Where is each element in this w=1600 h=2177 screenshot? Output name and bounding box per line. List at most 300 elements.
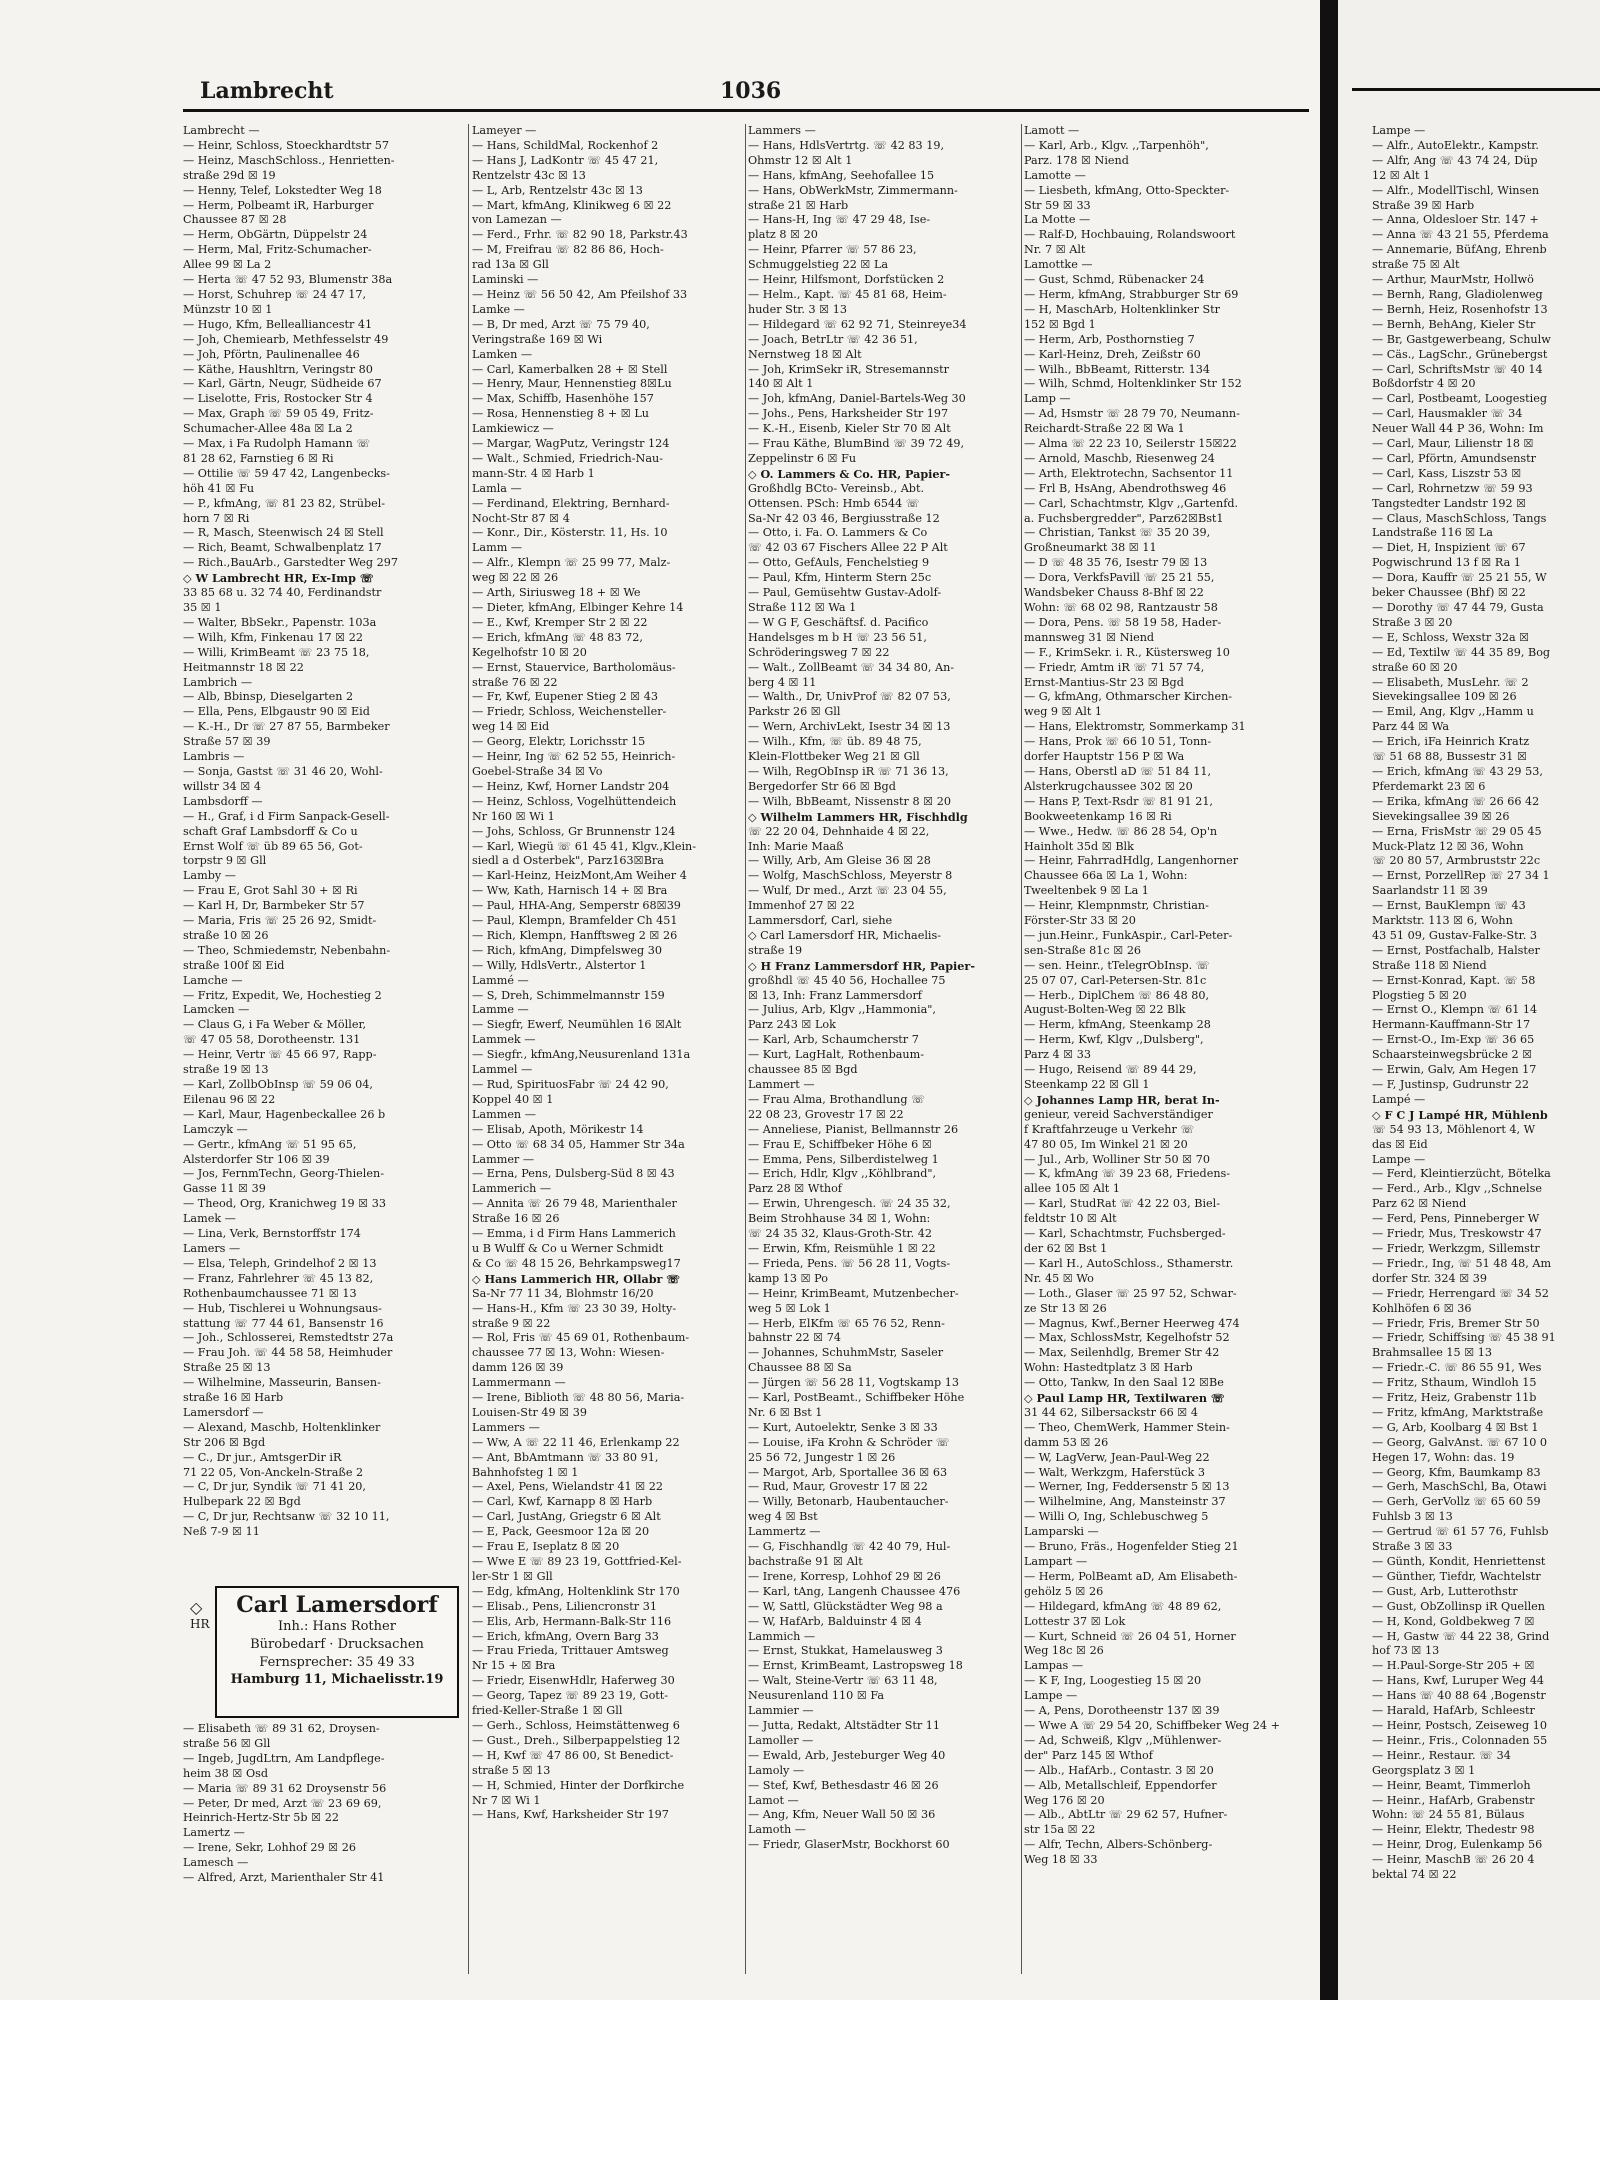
surname-heading: Lamotte —: [1024, 168, 1086, 182]
directory-entry: Hainholt 35d ☒ Blk: [1024, 839, 1134, 853]
directory-entry: — Herm, kfmAng, Strabburger Str 69: [1024, 287, 1239, 301]
directory-entry: — Ad, Hsmstr ☏ 28 79 70, Neumann-: [1024, 407, 1240, 421]
directory-entry: — Erna, Pens, Dulsberg-Süd 8 ☒ 43: [472, 1167, 675, 1181]
directory-entry: — Gerh., Schloss, Heimstättenweg 6: [472, 1718, 680, 1732]
directory-entry: Schröderingsweg 7 ☒ 22: [748, 645, 890, 659]
directory-entry: — Wwe., Hedw. ☏ 86 28 54, Op'n: [1024, 824, 1218, 838]
directory-entry: hof 73 ☒ 13: [1372, 1644, 1440, 1658]
directory-entry: — H, Kond, Goldbekweg 7 ☒: [1372, 1614, 1535, 1628]
directory-entry: Allee 99 ☒ La 2: [183, 258, 272, 272]
directory-entry: — Harald, HafArb, Schleestr: [1372, 1704, 1535, 1718]
directory-entry: — Walth., Dr, UnivProf ☏ 82 07 53,: [748, 690, 951, 704]
directory-entry: — Anna ☏ 43 21 55, Pferdema: [1372, 228, 1549, 242]
directory-entry: — Hans, Prok ☏ 66 10 51, Tonn-: [1024, 735, 1212, 749]
directory-entry: — Claus, MaschSchloss, Tangs: [1372, 511, 1547, 525]
directory-entry: — Carl, Hausmakler ☏ 34: [1372, 407, 1523, 421]
directory-entry: — Carl, Kass, Liszstr 53 ☒: [1372, 466, 1522, 480]
directory-entry: dorfer Str. 324 ☒ 39: [1372, 1271, 1488, 1285]
directory-entry: — Gust, Arb, Lutterothstr: [1372, 1584, 1518, 1598]
column-1-continued: [183, 1722, 430, 1972]
directory-entry: — Wwe E ☏ 89 23 19, Gottfried-Kel-: [472, 1555, 682, 1568]
directory-entry: — Ernst-Konrad, Kapt. ☏ 58: [1372, 973, 1536, 987]
directory-entry: — C., Dr jur., AmtsgerDir iR: [183, 1450, 342, 1464]
directory-entry: Heitmannstr 18 ☒ 22: [183, 660, 304, 674]
directory-entry: — Ad, Schweiß, Klgv ,,Mühlenwer-: [1024, 1733, 1222, 1747]
directory-entry: — Hans, Kwf, Harksheider Str 197: [472, 1808, 669, 1822]
directory-entry: — Elisabeth, MusLehr. ☏ 2: [1372, 675, 1529, 689]
directory-entry: — Heinz ☏ 56 50 42, Am Pfeilshof 33: [472, 287, 688, 301]
directory-entry: gehölz 5 ☒ 26: [1024, 1584, 1104, 1598]
surname-heading: Lamoller —: [748, 1733, 814, 1747]
directory-entry: Straße 25 ☒ 13: [183, 1361, 271, 1375]
directory-entry: — Walt., ZollBeamt ☏ 34 34 80, An-: [748, 660, 955, 674]
directory-entry: — Karl-Heinz, Dreh, Zeißstr 60: [1024, 347, 1201, 361]
directory-entry: — Willy, Arb, Am Gleise 36 ☒ 28: [748, 854, 931, 868]
directory-entry: — Horst, Schuhrep ☏ 24 47 17,: [183, 287, 367, 301]
surname-heading: Lamott —: [1024, 124, 1080, 137]
directory-entry: — Hans, ObWerkMstr, Zimmermann-: [748, 183, 958, 197]
directory-entry: — Friedr, Fris, Bremer Str 50: [1372, 1316, 1540, 1330]
directory-entry: — E, Pack, Geesmoor 12a ☒ 20: [472, 1525, 650, 1539]
directory-entry: Nr 7 ☒ Wi 1: [472, 1793, 541, 1807]
directory-entry: — Heinr, Hilfsmont, Dorfstücken 2: [748, 273, 945, 287]
directory-entry: 152 ☒ Bgd 1: [1024, 317, 1096, 331]
surname-heading: Lamken —: [472, 347, 533, 361]
directory-entry: — Ferd., Arb., Klgv ,,Schnelse: [1372, 1182, 1542, 1196]
directory-entry: — W G F, Geschäftsf. d. Pacifico: [748, 615, 929, 629]
directory-entry: Klein-Flottbeker Weg 21 ☒ Gll: [748, 750, 920, 764]
directory-entry: — Margot, Arb, Sportallee 36 ☒ 63: [748, 1465, 948, 1479]
directory-entry: großhdl ☏ 45 40 56, Hochallee 75: [748, 973, 946, 987]
directory-entry: — Emma, i d Firm Hans Lammerich: [472, 1227, 676, 1241]
surname-heading: Lamkiewicz —: [472, 422, 554, 436]
directory-entry: — Karl H, Dr, Barmbeker Str 57: [183, 899, 365, 913]
directory-entry: — Konr., Dir., Kösterstr. 11, Hs. 10: [472, 526, 668, 540]
directory-entry: — Wwe A ☏ 29 54 20, Schiffbeker Weg 24 +: [1024, 1718, 1280, 1732]
directory-entry: — G, kfmAng, Othmarscher Kirchen-: [1024, 690, 1233, 704]
directory-entry: ze Str 13 ☒ 26: [1024, 1301, 1107, 1315]
directory-entry: Schmuggelstieg 22 ☒ La: [748, 258, 889, 272]
directory-entry: Parz 243 ☒ Lok: [748, 1018, 836, 1032]
directory-entry: Brahmsallee 15 ☒ 13: [1372, 1346, 1493, 1360]
directory-entry: — Edg, kfmAng, Holtenklink Str 170: [472, 1584, 680, 1598]
directory-entry: — Fritz, kfmAng, Marktstraße: [1372, 1405, 1544, 1419]
directory-entry: — H.Paul-Sorge-Str 205 + ☒: [1372, 1659, 1535, 1673]
directory-entry: Parz 4 ☒ 33: [1024, 1048, 1091, 1062]
directory-entry: Nr 15 + ☒ Bra: [472, 1659, 556, 1673]
surname-heading: von Lamezan —: [472, 213, 562, 227]
directory-entry: Neß 7-9 ☒ 11: [183, 1525, 260, 1539]
directory-entry: — Ernst, Stauervice, Bartholomäus-: [472, 660, 676, 674]
directory-entry: Chaussee 66a ☒ La 1, Wohn:: [1024, 869, 1188, 883]
surname-heading: Lamot —: [748, 1793, 799, 1807]
directory-entry: — Karl-Heinz, HeizMont,Am Weiher 4: [472, 869, 687, 883]
directory-entry: — Hildegard, kfmAng ☏ 48 89 62,: [1024, 1599, 1222, 1613]
directory-entry: — Carl, Kamerbalken 28 + ☒ Stell: [472, 362, 668, 376]
directory-entry: Straße 112 ☒ Wa 1: [748, 601, 857, 614]
directory-entry: — Hans, Elektromstr, Sommerkamp 31: [1024, 720, 1246, 734]
directory-entry: Wohn: ☏ 68 02 98, Rantzaustr 58: [1024, 601, 1218, 614]
column-3: [748, 124, 1020, 1976]
directory-entry: Handelsges m b H ☏ 23 56 51,: [748, 630, 927, 644]
directory-entry: — Arth, Siriusweg 18 + ☒ We: [472, 586, 641, 600]
directory-entry: — Gust, Schmd, Rübenacker 24: [1024, 273, 1205, 287]
page-header: [200, 78, 1300, 108]
directory-entry: — Friedr, Schiffsing ☏ 45 38 91: [1372, 1331, 1556, 1345]
directory-entry: — Rosa, Hennenstieg 8 + ☒ Lu: [472, 407, 650, 421]
directory-entry: — Heinr, Elektr, Thedestr 98: [1372, 1823, 1535, 1837]
directory-entry: — Bernh, BehAng, Kieler Str: [1372, 317, 1536, 331]
directory-entry: Wohn: Hastedtplatz 3 ☒ Harb: [1024, 1361, 1193, 1375]
directory-entry: 31 44 62, Silbersackstr 66 ☒ 4: [1024, 1405, 1198, 1419]
directory-entry: — Karl, StudRat ☏ 42 22 03, Biel-: [1024, 1197, 1220, 1211]
directory-entry: — Willi, KrimBeamt ☏ 23 75 18,: [183, 645, 370, 659]
directory-entry: — Heinr, Klempnmstr, Christian-: [1024, 899, 1209, 913]
directory-entry: weg 9 ☒ Alt 1: [1024, 705, 1103, 719]
directory-entry: heim 38 ☒ Osd: [183, 1766, 269, 1780]
directory-entry: — Ww, A ☏ 22 11 46, Erlenkamp 22: [472, 1435, 680, 1449]
directory-entry: — Hildegard ☏ 62 92 71, Steinreye34: [748, 317, 967, 331]
directory-entry: — Wilhelmine, Ang, Mansteinstr 37: [1024, 1495, 1226, 1509]
directory-entry: Rothenbaumchaussee 71 ☒ 13: [183, 1286, 357, 1300]
directory-entry: str 15a ☒ 22: [1024, 1823, 1096, 1837]
directory-entry: — Carl, Pförtn, Amundsenstr: [1372, 451, 1536, 465]
directory-entry: — Erich, kfmAng ☏ 43 29 53,: [1372, 764, 1543, 778]
directory-entry: — Wilh, Schmd, Holtenklinker Str 152: [1024, 377, 1242, 391]
directory-entry: — Günther, Tiefdr, Wachtelstr: [1372, 1569, 1541, 1583]
directory-entry: Weg 18 ☒ 33: [1024, 1853, 1098, 1867]
directory-entry: — Ernst, Stukkat, Hamelausweg 3: [748, 1644, 943, 1658]
directory-entry: — Frau E, Schiffbeker Höhe 6 ☒: [748, 1137, 932, 1151]
directory-entry: — Joh, Chemiearb, Methfesselstr 49: [183, 332, 389, 346]
directory-entry: ☏ 47 05 58, Dorotheenstr. 131: [183, 1033, 361, 1047]
directory-entry: — Friedr, Herrengard ☏ 34 52: [1372, 1286, 1549, 1300]
directory-entry: Saarlandstr 11 ☒ 39: [1372, 884, 1488, 898]
directory-entry: — Ferdinand, Elektring, Bernhard-: [472, 496, 670, 510]
directory-entry: Nocht-Str 87 ☒ 4: [472, 511, 570, 525]
directory-entry: bektal 74 ☒ 22: [1372, 1868, 1457, 1882]
directory-entry: u B Wulff & Co u Werner Schmidt: [472, 1241, 664, 1255]
directory-entry: — Friedr., Ing, ☏ 51 48 48, Am: [1372, 1256, 1552, 1270]
directory-entry: — Heinr, MaschB ☏ 26 20 4: [1372, 1853, 1535, 1867]
directory-entry: Hegen 17, Wohn: das. 19: [1372, 1450, 1515, 1464]
directory-entry: — Hans P, Text-Rsdr ☏ 81 91 21,: [1024, 794, 1213, 808]
directory-entry: — Julius, Arb, Klgv ,,Hammonia",: [748, 1003, 936, 1017]
directory-entry: — Herm, Polbeamt iR, Harburger: [183, 198, 374, 212]
directory-entry: — Ottilie ☏ 59 47 42, Langenbecks-: [183, 466, 390, 480]
directory-entry: — H, Kwf ☏ 47 86 00, St Benedict-: [472, 1748, 674, 1762]
surname-heading: Lamm —: [472, 541, 523, 555]
directory-entry: — Günth, Kondit, Henriettenst: [1372, 1555, 1546, 1568]
directory-entry: — Peter, Dr med, Arzt ☏ 23 69 69,: [183, 1796, 382, 1810]
directory-entry: — jun.Heinr., FunkAspir., Carl-Peter-: [1024, 928, 1233, 942]
directory-entry: — Wolfg, MaschSchloss, Meyerstr 8: [748, 869, 953, 883]
directory-entry: — Theod, Org, Kranichweg 19 ☒ 33: [183, 1197, 386, 1211]
directory-entry: — Sonja, Gastst ☏ 31 46 20, Wohl-: [183, 764, 383, 778]
directory-entry: — Maria, Fris ☏ 25 26 92, Smidt-: [183, 914, 377, 928]
directory-entry: — Gerh, MaschSchl, Ba, Otawi: [1372, 1480, 1547, 1494]
directory-entry: straße 75 ☒ Alt: [1372, 258, 1460, 272]
directory-entry: Parz 28 ☒ Wthof: [748, 1182, 842, 1196]
directory-entry: August-Bolten-Weg ☒ 22 Blk: [1024, 1003, 1186, 1017]
ad-line-1: Bürobedarf · Drucksachen: [250, 1637, 424, 1652]
directory-entry: — Gertrud ☏ 61 57 76, Fuhlsb: [1372, 1525, 1549, 1539]
directory-entry: — Jürgen ☏ 56 28 11, Vogtskamp 13: [748, 1376, 959, 1390]
directory-entry: — Ralf-D, Hochbauing, Rolandswoort: [1024, 228, 1236, 242]
surname-heading: Lambrecht —: [183, 124, 260, 137]
directory-entry: — Siegfr., kfmAng,Neusurenland 131a: [472, 1048, 691, 1062]
directory-entry: — Heinr., HafArb, Grabenstr: [1372, 1793, 1535, 1807]
directory-entry: — Joh, kfmAng, Daniel-Bartels-Weg 30: [748, 392, 966, 406]
directory-entry: ☏ 20 80 57, Armbruststr 22c: [1372, 854, 1541, 868]
directory-entry: — H., Graf, i d Firm Sanpack-Gesell-: [183, 809, 390, 823]
directory-entry: — Walt., Schmied, Friedrich-Nau-: [472, 451, 663, 465]
directory-entry: — Frau Alma, Brothandlung ☏: [748, 1092, 926, 1106]
directory-entry: straße 60 ☒ 20: [1372, 660, 1458, 674]
surname-heading: Lampart —: [1024, 1555, 1088, 1568]
directory-entry: ◇ W Lambrecht HR, Ex-Imp ☏: [183, 571, 374, 586]
directory-entry: — Heinr, Ing ☏ 62 52 55, Heinrich-: [472, 750, 676, 764]
directory-entry: Rentzelstr 43c ☒ 13: [472, 168, 586, 182]
directory-entry: — Joach, BetrLtr ☏ 42 36 51,: [748, 332, 918, 346]
directory-entry: — Emma, Pens, Silberdistelweg 1: [748, 1152, 939, 1166]
directory-entry: Straße 57 ☒ 39: [183, 735, 271, 749]
directory-entry: Kohlhöfen 6 ☒ 36: [1372, 1301, 1472, 1315]
directory-entry: — Max, Schiffb, Hasenhöhe 157: [472, 392, 654, 406]
directory-entry: Chaussee 88 ☒ Sa: [748, 1361, 852, 1375]
directory-entry: — Max, SchlossMstr, Kegelhofstr 52: [1024, 1331, 1230, 1345]
directory-entry: Nr 160 ☒ Wi 1: [472, 809, 555, 823]
surname-heading: Lamoly —: [748, 1763, 805, 1777]
directory-entry: Bookweetenkamp 16 ☒ Ri: [1024, 809, 1172, 823]
directory-entry: straße 19 ☒ 13: [183, 1063, 269, 1077]
directory-entry: damm 53 ☒ 26: [1024, 1435, 1109, 1449]
directory-entry: — C, Dr jur, Syndik ☏ 71 41 20,: [183, 1480, 366, 1494]
directory-entry: straße 9 ☒ 22: [472, 1316, 551, 1330]
directory-entry: horn 7 ☒ Ri: [183, 511, 250, 525]
directory-entry: weg 14 ☒ Eid: [472, 720, 550, 734]
directory-entry: — Walter, BbSekr., Papenstr. 103a: [183, 615, 377, 629]
directory-entry: Alsterkrugchaussee 302 ☒ 20: [1024, 779, 1193, 793]
directory-entry: f Kraftfahrzeuge u Verkehr ☏: [1024, 1122, 1195, 1136]
directory-entry: Straße 39 ☒ Harb: [1372, 198, 1475, 212]
surname-heading: Lamczyk —: [183, 1122, 248, 1136]
directory-entry: Alsterdorfer Str 106 ☒ 39: [183, 1152, 330, 1166]
surname-heading: Lammertz —: [748, 1525, 821, 1539]
directory-entry: Sievekingsallee 109 ☒ 26: [1372, 690, 1517, 704]
directory-entry: — Elis, Arb, Hermann-Balk-Str 116: [472, 1614, 672, 1628]
directory-entry: — Max, Seilenhdlg, Bremer Str 42: [1024, 1346, 1220, 1360]
directory-entry: — Jutta, Redakt, Altstädter Str 11: [748, 1718, 941, 1732]
directory-entry: Ottensen. PSch: Hmb 6544 ☏: [748, 496, 920, 510]
directory-entry: straße 16 ☒ Harb: [183, 1391, 284, 1405]
directory-entry: — Erwin, Uhrengesch. ☏ 24 35 32,: [748, 1197, 951, 1211]
directory-entry: — Heinz, Kwf, Horner Landstr 204: [472, 779, 670, 793]
directory-entry: — Alb., HafArb., Contastr. 3 ☒ 20: [1024, 1763, 1214, 1777]
directory-entry: — Herm, kfmAng, Steenkamp 28: [1024, 1018, 1211, 1032]
directory-entry: — Lina, Verk, Bernstorffstr 174: [183, 1227, 361, 1241]
directory-entry: — Bernh, Heiz, Rosenhofstr 13: [1372, 302, 1548, 316]
directory-entry: — Heinr, Schloss, Stoeckhardtstr 57: [183, 138, 389, 152]
surname-heading: Lamcken —: [183, 1003, 250, 1017]
directory-entry: — Theo, ChemWerk, Hammer Stein-: [1024, 1420, 1230, 1434]
directory-entry: — Alma ☏ 22 23 10, Seilerstr 15☒22: [1024, 437, 1237, 451]
directory-entry: — Ferd., Frhr. ☏ 82 90 18, Parkstr.43: [472, 228, 688, 242]
directory-entry: — Heinr., Restaur. ☏ 34: [1372, 1748, 1511, 1762]
directory-entry: — Dorothy ☏ 47 44 79, Gusta: [1372, 601, 1544, 614]
directory-entry: — Herm, Kwf, Klgv ,,Dulsberg",: [1024, 1033, 1204, 1047]
directory-entry: — Franz, Fahrlehrer ☏ 45 13 82,: [183, 1271, 374, 1285]
directory-entry: — B, Dr med, Arzt ☏ 75 79 40,: [472, 317, 650, 331]
directory-entry: — Willi O, Ing, Schlebuschweg 5: [1024, 1510, 1209, 1524]
directory-entry: Inh: Marie Maaß: [748, 839, 844, 853]
directory-entry: Hulbepark 22 ☒ Bgd: [183, 1495, 301, 1509]
directory-entry: — Hans, Oberstl aD ☏ 51 84 11,: [1024, 764, 1212, 778]
directory-entry: — Wilh., Kfm, ☏ üb. 89 48 75,: [748, 735, 922, 749]
directory-entry: Parz. 178 ☒ Niend: [1024, 153, 1129, 167]
directory-entry: der" Parz 145 ☒ Wthof: [1024, 1748, 1153, 1762]
directory-entry: 33 85 68 u. 32 74 40, Ferdinandstr: [183, 586, 382, 600]
directory-entry: — Erich, kfmAng, Overn Barg 33: [472, 1629, 659, 1643]
directory-entry: — Wilh, RegObInsp iR ☏ 71 36 13,: [748, 764, 949, 778]
directory-entry: — Frau E, Iseplatz 8 ☒ 20: [472, 1540, 620, 1554]
directory-entry: — Claus G, i Fa Weber & Möller,: [183, 1018, 367, 1032]
directory-entry: — H, Gastw ☏ 44 22 38, Grind: [1372, 1629, 1550, 1643]
directory-entry: Beim Strohhause 34 ☒ 1, Wohn:: [748, 1212, 931, 1226]
directory-entry: stattung ☏ 77 44 61, Bansenstr 16: [183, 1316, 384, 1330]
directory-entry: — Kurt, Autoelektr, Senke 3 ☒ 33: [748, 1420, 938, 1434]
directory-entry: — Fritz, Sthaum, Windloh 15: [1372, 1376, 1537, 1390]
directory-entry: — Max, Graph ☏ 59 05 49, Fritz-: [183, 407, 374, 421]
directory-entry: Schaarsteinwegsbrücke 2 ☒: [1372, 1048, 1533, 1062]
directory-entry: Parz 44 ☒ Wa: [1372, 720, 1450, 734]
directory-entry: — Heinr, Beamt, Timmerloh: [1372, 1778, 1531, 1792]
directory-entry: Neusurenland 110 ☒ Fa: [748, 1689, 885, 1703]
directory-entry: — Käthe, Haushltrn, Veringstr 80: [183, 362, 373, 376]
surname-heading: La Motte —: [1024, 213, 1091, 227]
directory-entry: — Georg, GalvAnst. ☏ 67 10 0: [1372, 1435, 1548, 1449]
surname-heading: Lambris —: [183, 750, 245, 764]
directory-entry: — Erna, FrisMstr ☏ 29 05 45: [1372, 824, 1542, 838]
directory-entry: — H, Schmied, Hinter der Dorfkirche: [472, 1778, 685, 1792]
directory-entry: 22 08 23, Grovestr 17 ☒ 22: [748, 1107, 904, 1121]
directory-entry: — Alfr., ModellTischl, Winsen: [1372, 183, 1540, 197]
directory-entry: — Dora, Kauffr ☏ 25 21 55, W: [1372, 571, 1547, 585]
directory-entry: Großhdlg BCto- Vereinsb., Abt.: [748, 481, 925, 495]
directory-entry: — Wilh, BbBeamt, Nissenstr 8 ☒ 20: [748, 794, 951, 808]
directory-entry: — Johs., Pens, Harksheider Str 197: [748, 407, 949, 421]
directory-entry: fried-Keller-Straße 1 ☒ Gll: [472, 1704, 623, 1718]
directory-entry: — Walt, Werkzgm, Haferstück 3: [1024, 1465, 1205, 1479]
directory-entry: Ohmstr 12 ☒ Alt 1: [748, 153, 853, 167]
ad-line-2: Fernsprecher: 35 49 33: [259, 1655, 415, 1670]
directory-entry: — Carl, Kwf, Karnapp 8 ☒ Harb: [472, 1495, 653, 1509]
directory-entry: — Magnus, Kwf.,Berner Heerweg 474: [1024, 1316, 1240, 1330]
directory-entry: — Ernst, BauKlempn ☏ 43: [1372, 899, 1526, 913]
directory-entry: — Gust., Dreh., Silberpappelstieg 12: [472, 1733, 681, 1747]
directory-entry: weg 5 ☒ Lok 1: [748, 1301, 831, 1315]
directory-entry: — Carl, Postbeamt, Loogestieg: [1372, 392, 1548, 406]
directory-entry: feldtstr 10 ☒ Alt: [1024, 1212, 1117, 1226]
directory-entry: huder Str. 3 ☒ 13: [748, 302, 847, 316]
directory-entry: — Carl, Maur, Lilienstr 18 ☒: [1372, 437, 1534, 451]
directory-entry: 71 22 05, Von-Anckeln-Straße 2: [183, 1465, 364, 1479]
directory-entry: 43 51 09, Gustav-Falke-Str. 3: [1372, 928, 1538, 942]
directory-entry: — Rud, Maur, Grovestr 17 ☒ 22: [748, 1480, 928, 1494]
surname-heading: Lammermann —: [472, 1376, 566, 1390]
facing-page-column: [1372, 124, 1600, 1976]
directory-entry: & Co ☏ 48 15 26, Behrkampsweg17: [472, 1256, 681, 1270]
directory-entry: — Karl H., AutoSchloss., Sthamerstr.: [1024, 1256, 1234, 1270]
directory-entry: — Georg, Elektr, Lorichsstr 15: [472, 735, 646, 749]
directory-entry: — Irene, Biblioth ☏ 48 80 56, Maria-: [472, 1391, 685, 1405]
surname-heading: Lammer —: [472, 1152, 535, 1166]
directory-entry: — Ernst-O., Im-Exp ☏ 36 65: [1372, 1033, 1535, 1047]
directory-entry: — Hugo, Reisend ☏ 89 44 29,: [1024, 1063, 1197, 1077]
directory-entry: chaussee 85 ☒ Bgd: [748, 1063, 858, 1077]
directory-entry: — Dora, Pens. ☏ 58 19 58, Hader-: [1024, 615, 1222, 629]
directory-entry: — Paul, Gemüsehtw Gustav-Adolf-: [748, 586, 942, 600]
directory-entry: — Rud, SpirituosFabr ☏ 24 42 90,: [472, 1078, 669, 1091]
surname-heading: Laminski —: [472, 273, 539, 287]
directory-entry: Straße 3 ☒ 20: [1372, 615, 1453, 629]
directory-entry: — Theo, Schmiedemstr, Nebenbahn-: [183, 943, 391, 957]
surname-heading: Lammert —: [748, 1078, 815, 1091]
directory-entry: — Hans-H., Kfm ☏ 23 30 39, Holty-: [472, 1301, 677, 1315]
directory-entry: ☏ 24 35 32, Klaus-Groth-Str. 42: [748, 1227, 932, 1241]
directory-entry: Landstraße 116 ☒ La: [1372, 526, 1493, 540]
directory-entry: — Alb, Bbinsp, Dieselgarten 2: [183, 690, 354, 704]
directory-entry: — Irene, Sekr, Lohhof 29 ☒ 26: [183, 1841, 356, 1855]
directory-entry: — A, Pens, Dorotheenstr 137 ☒ 39: [1024, 1704, 1220, 1718]
directory-entry: Sievekingsallee 39 ☒ 26: [1372, 809, 1510, 823]
directory-entry: Immenhof 27 ☒ 22: [748, 899, 855, 913]
directory-entry: — Hans J, LadKontr ☏ 45 47 21,: [472, 153, 659, 167]
directory-entry: — Paul, Klempn, Bramfelder Ch 451: [472, 914, 678, 928]
directory-entry: Nr. 6 ☒ Bst 1: [748, 1405, 823, 1419]
directory-entry: — W, Sattl, Glückstädter Weg 98 a: [748, 1599, 943, 1613]
directory-entry: — Karl, ZollbObInsp ☏ 59 06 04,: [183, 1078, 373, 1091]
surname-heading: Lammen —: [472, 1107, 536, 1121]
directory-entry: — Cäs., LagSchr., Grünebergst: [1372, 347, 1548, 361]
directory-entry: — Heinr, Vertr ☏ 45 66 97, Rapp-: [183, 1048, 377, 1062]
directory-entry: — Hans, kfmAng, Seehofallee 15: [748, 168, 935, 182]
directory-entry: — Ingeb, JugdLtrn, Am Landpflege-: [183, 1751, 385, 1765]
directory-entry: genieur, vereid Sachverständiger: [1024, 1107, 1213, 1121]
surname-heading: Lammers —: [748, 124, 816, 137]
directory-entry: Goebel-Straße 34 ☒ Vo: [472, 764, 603, 778]
directory-entry: — Erich, iFa Heinrich Kratz: [1372, 735, 1530, 749]
directory-entry: — Herm, Arb, Posthornstieg 7: [1024, 332, 1195, 346]
directory-entry: — Karl, Arb, Schaumcherstr 7: [748, 1033, 919, 1047]
directory-entry: Wandsbeker Chauss 8-Bhf ☒ 22: [1024, 586, 1204, 600]
directory-entry: — Hans, HdlsVertrtg. ☏ 42 83 19,: [748, 138, 945, 152]
directory-entry: — Rich, Beamt, Schwalbenplatz 17: [183, 541, 382, 555]
directory-entry: 25 07 07, Carl-Petersen-Str. 81c: [1024, 973, 1207, 987]
column-divider: [468, 124, 469, 1974]
directory-entry: — Ferd, Kleintierzücht, Bötelka: [1372, 1167, 1551, 1181]
directory-entry: — Elisabeth ☏ 89 31 62, Droysen-: [183, 1722, 380, 1735]
directory-entry: — Otto, GefAuls, Fenchelstieg 9: [748, 556, 930, 570]
directory-entry: — Joh., Schlosserei, Remstedtstr 27a: [183, 1331, 394, 1345]
directory-entry: ☒ 13, Inh: Franz Lammersdorf: [748, 988, 922, 1002]
directory-entry: — Carl, JustAng, Griegstr 6 ☒ Alt: [472, 1510, 661, 1524]
directory-entry: — Paul, HHA-Ang, Semperstr 68☒39: [472, 899, 681, 913]
directory-entry: ◇ Johannes Lamp HR, berat In-: [1024, 1092, 1220, 1107]
directory-entry: — Karl, Wiegü ☏ 61 45 41, Klgv.,Klein-: [472, 839, 697, 853]
directory-entry: — Frau Frieda, Trittauer Amtsweg: [472, 1644, 669, 1658]
directory-entry: — Carl, Schachtmstr, Klgv ,,Gartenfd.: [1024, 496, 1239, 510]
